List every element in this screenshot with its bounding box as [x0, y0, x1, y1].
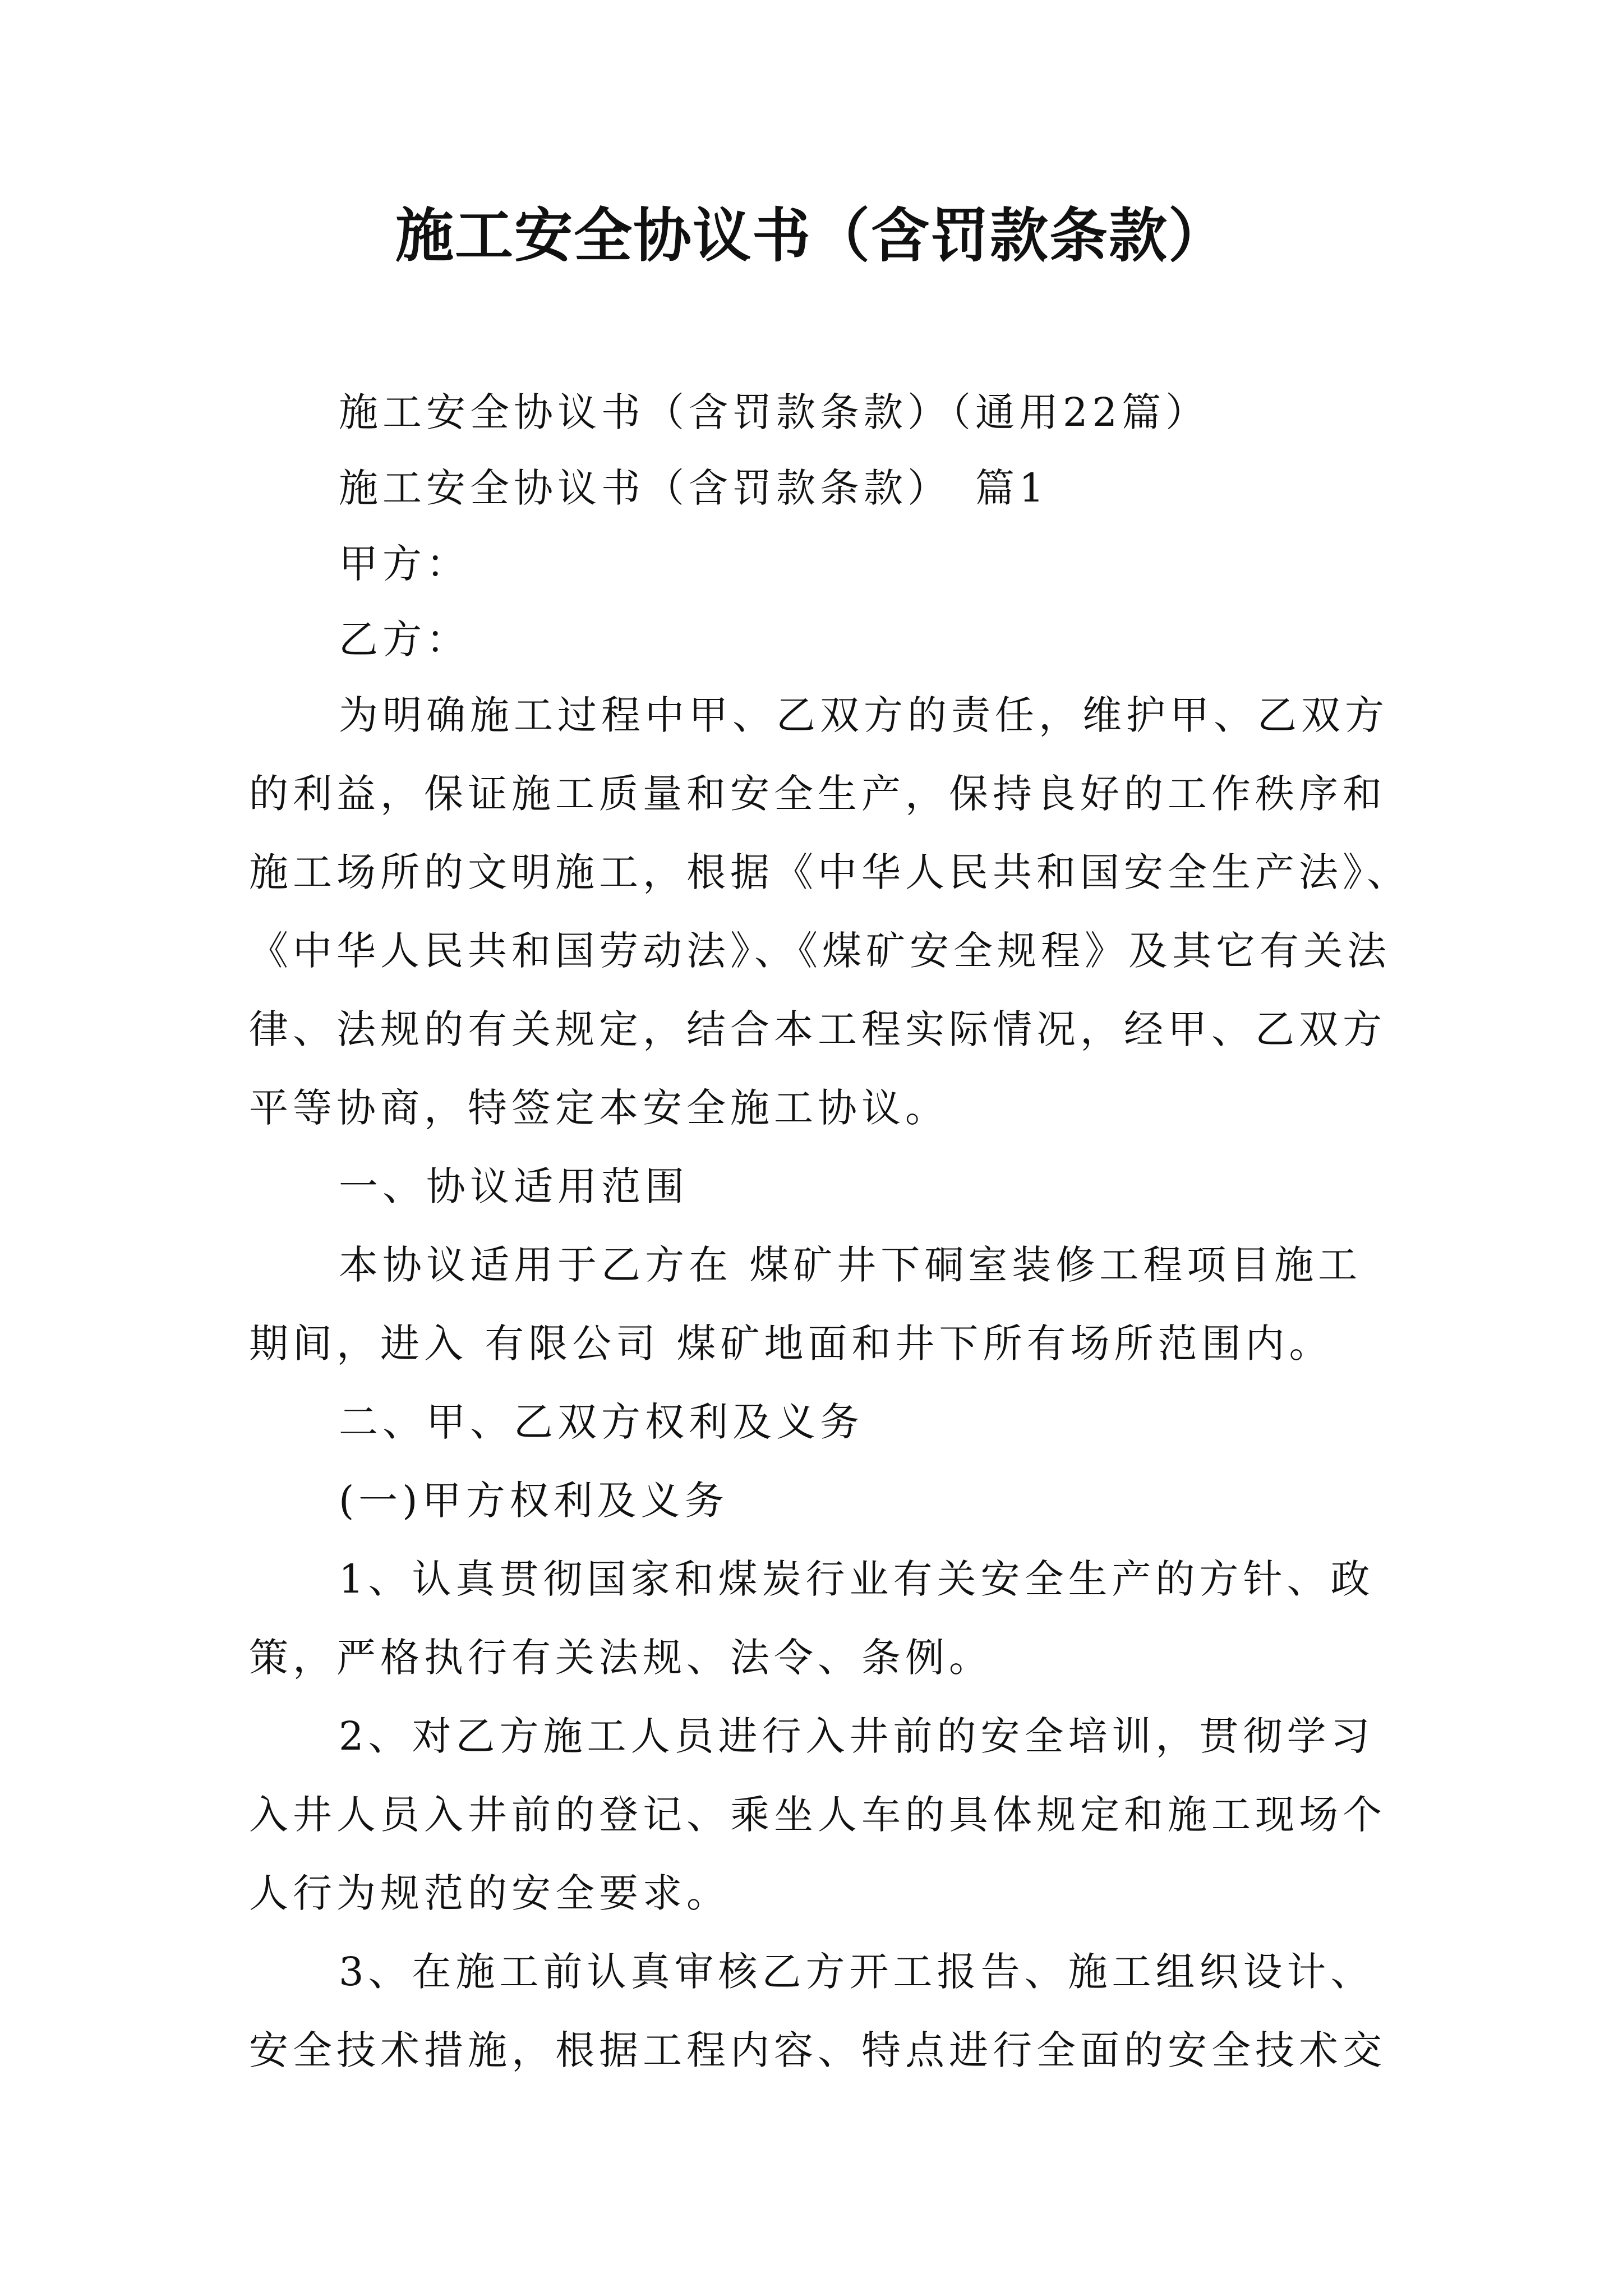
section-heading: 施工安全协议书（含罚款条款） 篇1 — [339, 465, 1049, 511]
document-subtitle: 施工安全协议书（含罚款条款）（通用22篇） — [339, 389, 1210, 435]
paragraph-line: 期间，进入 有限公司 煤矿地面和井下所有场所范围内。 — [249, 1320, 1333, 1366]
paragraph-line: 《中华人民共和国劳动法》、《煤矿安全规程》及其它有关法 — [249, 928, 1391, 974]
clause-heading: 二、甲、乙双方权利及义务 — [339, 1399, 864, 1445]
paragraph-line: 3、在施工前认真审核乙方开工报告、施工组织设计、 — [339, 1949, 1375, 1995]
paragraph-line: 1、认真贯彻国家和煤炭行业有关安全生产的方针、政 — [339, 1556, 1375, 1602]
paragraph-line: 为明确施工过程中甲、乙双方的责任，维护甲、乙双方 — [339, 692, 1389, 738]
paragraph-line: 安全技术措施，根据工程内容、特点进行全面的安全技术交 — [249, 2027, 1386, 2073]
party-b-label: 乙方： — [339, 616, 470, 662]
document-title: 施工安全协议书（含罚款条款） — [395, 201, 1228, 270]
clause-heading: 一、协议适用范围 — [339, 1163, 689, 1209]
paragraph-line: 施工场所的文明施工，根据《中华人民共和国安全生产法》、 — [249, 849, 1410, 895]
party-a-label: 甲方： — [339, 541, 470, 587]
paragraph-line: 策，严格执行有关法规、法令、条例。 — [249, 1635, 993, 1681]
paragraph-line: 律、法规的有关规定，结合本工程实际情况，经甲、乙双方 — [249, 1006, 1386, 1052]
paragraph-line: 平等协商，特签定本安全施工协议。 — [249, 1085, 949, 1131]
paragraph-line: 人行为规范的安全要求。 — [249, 1870, 730, 1916]
subclause-heading: (一)甲方权利及义务 — [339, 1478, 728, 1524]
paragraph-line: 的利益，保证施工质量和安全生产，保持良好的工作秩序和 — [249, 771, 1386, 817]
paragraph-line: 2、对乙方施工人员进行入井前的安全培训，贯彻学习 — [339, 1713, 1375, 1759]
paragraph-line: 入井人员入井前的登记、乘坐人车的具体规定和施工现场个 — [249, 1792, 1386, 1838]
paragraph-line: 本协议适用于乙方在 煤矿井下硐室装修工程项目施工 — [339, 1242, 1362, 1288]
